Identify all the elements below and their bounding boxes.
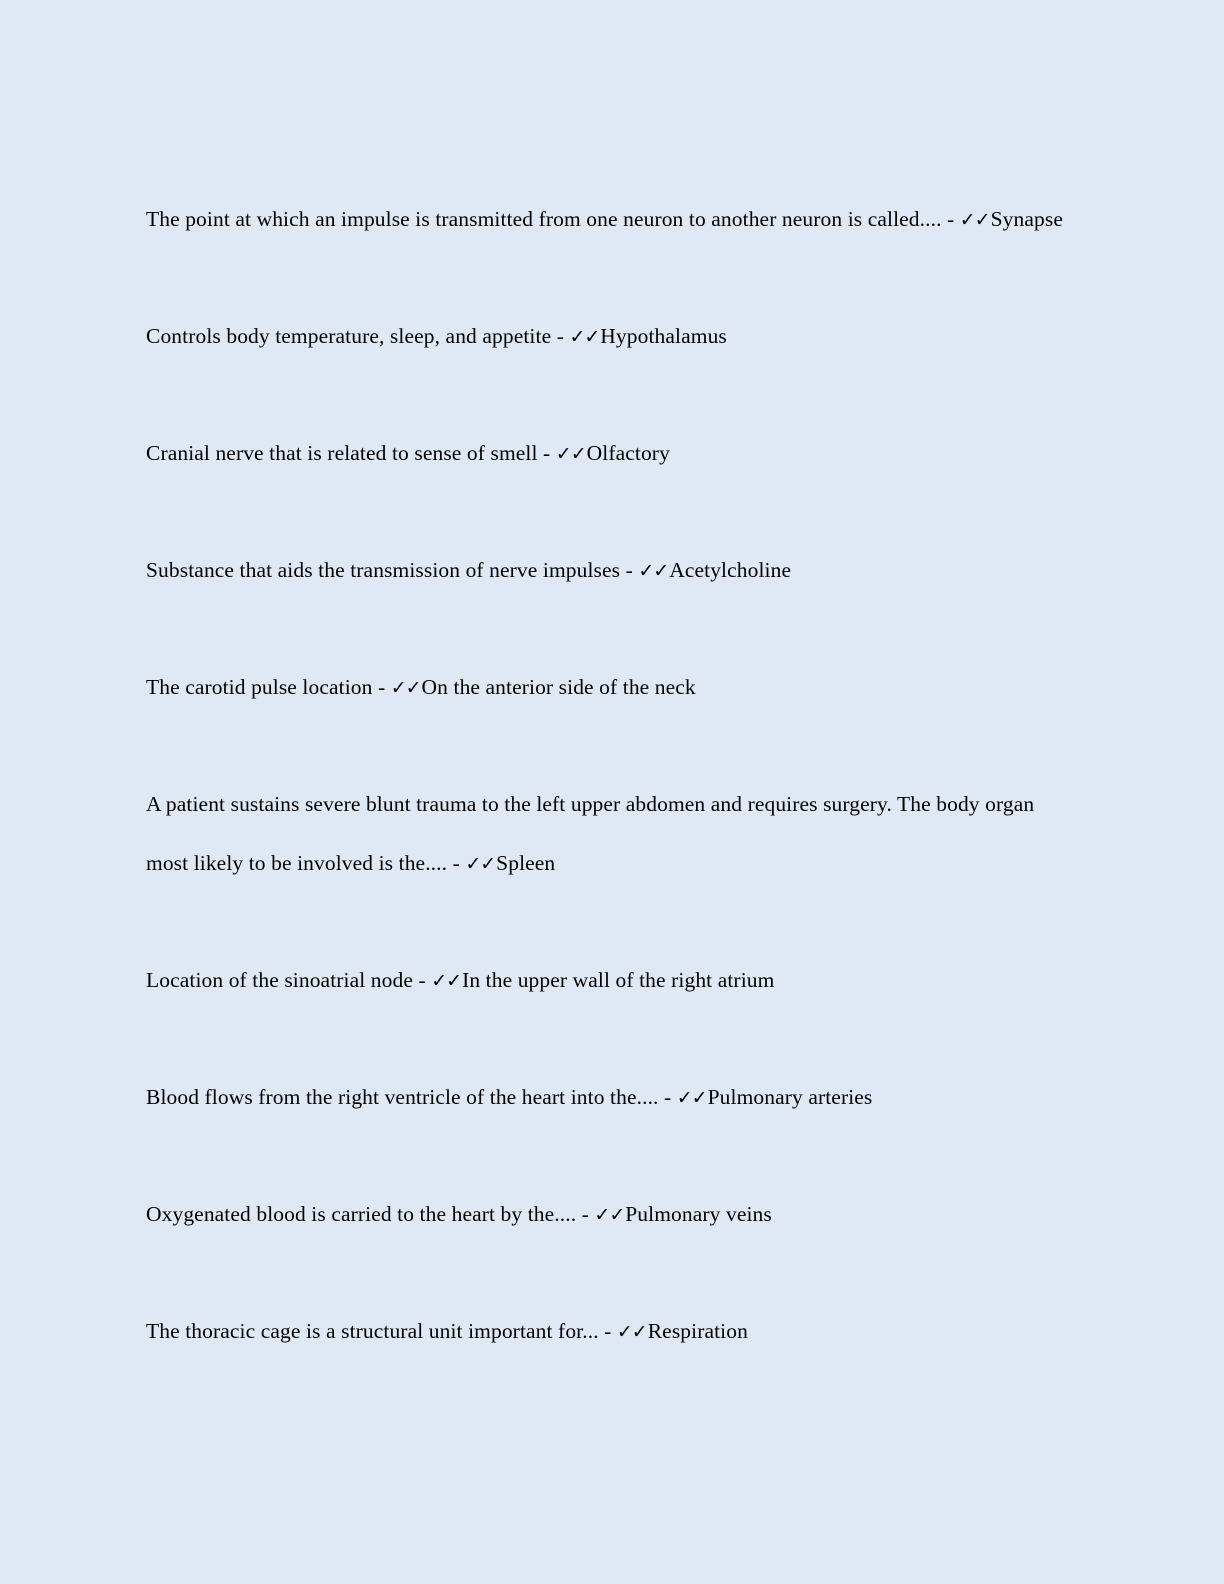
double-check-icon: ✓✓ (569, 326, 600, 348)
qa-prompt: A patient sustains severe blunt trauma to the left upper abdomen and requires surgery. The body organ most likely to be involved is the.... (146, 792, 1035, 875)
qa-separator: - (537, 441, 556, 465)
qa-separator: - (576, 1202, 595, 1226)
qa-prompt: Oxygenated blood is carried to the heart by the.... (146, 1202, 577, 1226)
qa-prompt: Blood flows from the right ventricle of the heart into the.... (146, 1085, 659, 1109)
double-check-icon: ✓✓ (676, 1087, 707, 1109)
double-check-icon: ✓✓ (638, 560, 669, 582)
qa-item (146, 1302, 1071, 1362)
qa-separator: - (447, 851, 466, 875)
qa-separator: - (551, 324, 570, 348)
qa-answer: Acetylcholine (669, 558, 792, 582)
qa-prompt: Cranial nerve that is related to sense of smell (146, 441, 538, 465)
qa-answer: In the upper wall of the right atrium (462, 968, 775, 992)
qa-separator: - (658, 1085, 677, 1109)
qa-item (146, 951, 1071, 1011)
qa-answer: Spleen (496, 851, 556, 875)
qa-item (146, 658, 1071, 718)
qa-answer: Pulmonary veins (625, 1202, 772, 1226)
double-check-icon: ✓✓ (959, 209, 990, 231)
qa-item (146, 775, 1071, 894)
double-check-icon: ✓✓ (594, 1204, 625, 1226)
qa-item (146, 190, 1071, 250)
qa-prompt: Substance that aids the transmission of nerve impulses (146, 558, 621, 582)
qa-answer: Olfactory (586, 441, 670, 465)
qa-item (146, 1068, 1071, 1128)
double-check-icon: ✓✓ (390, 677, 421, 699)
qa-separator: - (372, 675, 391, 699)
qa-item (146, 424, 1071, 484)
double-check-icon: ✓✓ (465, 853, 496, 875)
qa-answer: Pulmonary arteries (707, 1085, 873, 1109)
qa-answer: Synapse (990, 207, 1063, 231)
qa-answer: On the anterior side of the neck (421, 675, 696, 699)
qa-list (146, 190, 1074, 1362)
qa-separator: - (941, 207, 960, 231)
qa-prompt: Controls body temperature, sleep, and appetite (146, 324, 552, 348)
double-check-icon: ✓✓ (616, 1321, 647, 1343)
qa-separator: - (598, 1319, 617, 1343)
qa-prompt: The point at which an impulse is transmitted from one neuron to another neuron is called.... (146, 207, 942, 231)
qa-answer: Hypothalamus (600, 324, 727, 348)
double-check-icon: ✓✓ (431, 970, 462, 992)
qa-prompt: The carotid pulse location (146, 675, 373, 699)
qa-item (146, 541, 1071, 601)
double-check-icon: ✓✓ (555, 443, 586, 465)
qa-item (146, 307, 1071, 367)
qa-prompt: The thoracic cage is a structural unit important for... (146, 1319, 599, 1343)
qa-item (146, 1185, 1071, 1245)
qa-separator: - (413, 968, 432, 992)
qa-separator: - (620, 558, 639, 582)
qa-prompt: Location of the sinoatrial node (146, 968, 413, 992)
qa-answer: Respiration (647, 1319, 748, 1343)
